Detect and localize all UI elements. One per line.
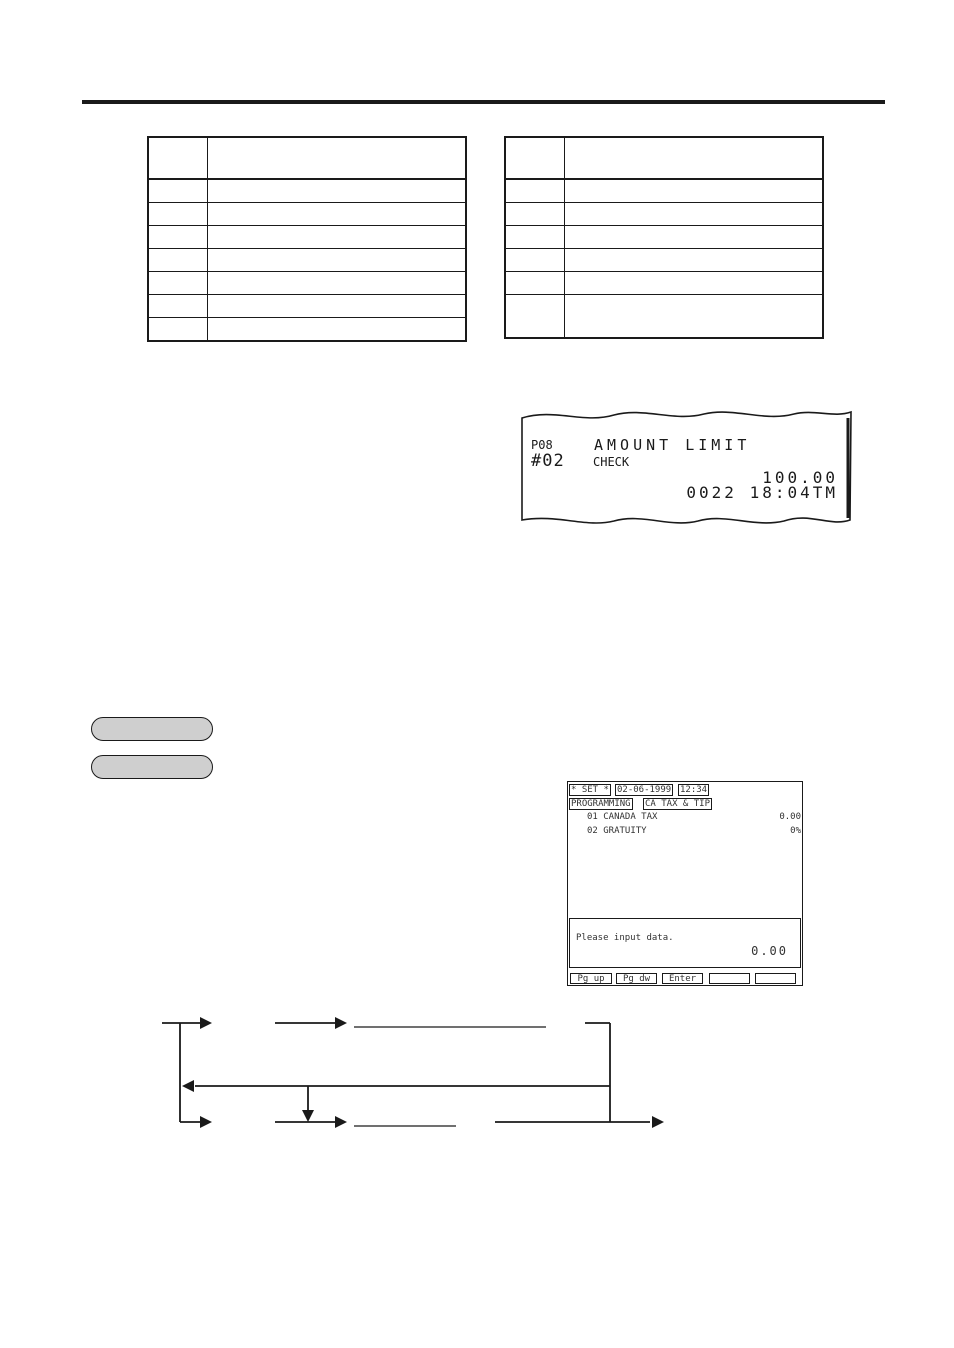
- receipt-title: AMOUNT LIMIT: [594, 436, 751, 454]
- function-key-blank[interactable]: [755, 973, 796, 984]
- table-row: [505, 249, 823, 272]
- table-row: [505, 203, 823, 226]
- table-row: [148, 203, 466, 226]
- table-row: [505, 272, 823, 295]
- key-sequence-diagram: [150, 1005, 680, 1145]
- table-row: [148, 226, 466, 249]
- table-row: [505, 295, 823, 339]
- list-item-label[interactable]: 02 GRATUITY: [587, 826, 647, 836]
- page-up-button[interactable]: Pg up: [570, 973, 612, 984]
- mode-label: CA TAX & TIP: [645, 799, 711, 809]
- date-display: 02-06-1999: [617, 785, 672, 795]
- table-row: [505, 179, 823, 203]
- status-badge: * SET *: [571, 785, 609, 795]
- table-header: [505, 137, 823, 179]
- top-rule: [82, 100, 885, 104]
- table-row: [148, 272, 466, 295]
- enter-button[interactable]: Enter: [662, 973, 703, 984]
- list-item-value: 0%: [790, 826, 801, 836]
- page-down-button[interactable]: Pg dw: [616, 973, 657, 984]
- receipt-program-code: P08: [531, 438, 553, 452]
- input-value[interactable]: 0.00: [751, 944, 788, 958]
- receipt-footer: 0022 18:04TM: [686, 483, 838, 502]
- receipt-number: #02: [531, 451, 565, 471]
- list-item-label[interactable]: 01 CANADA TAX: [587, 812, 658, 822]
- table-row: [148, 318, 466, 342]
- receipt-item-name: CHECK: [593, 455, 630, 469]
- receipt-paper: [514, 402, 859, 530]
- table-header: [148, 137, 466, 179]
- list-item-value: 0.00: [779, 812, 801, 822]
- input-prompt: Please input data.: [576, 933, 674, 943]
- step-label-pill: [91, 717, 213, 741]
- step-label-pill: [91, 755, 213, 779]
- table-row: [148, 295, 466, 318]
- table-left: [147, 136, 467, 342]
- menu-label: PROGRAMMING: [571, 799, 631, 809]
- receipt-amount: 100.00: [762, 468, 838, 487]
- table-row: [505, 226, 823, 249]
- table-right: [504, 136, 824, 339]
- table-row: [148, 179, 466, 203]
- function-key-blank[interactable]: [709, 973, 750, 984]
- input-message-box: [569, 918, 801, 968]
- time-display: 12:34: [680, 785, 708, 795]
- table-row: [148, 249, 466, 272]
